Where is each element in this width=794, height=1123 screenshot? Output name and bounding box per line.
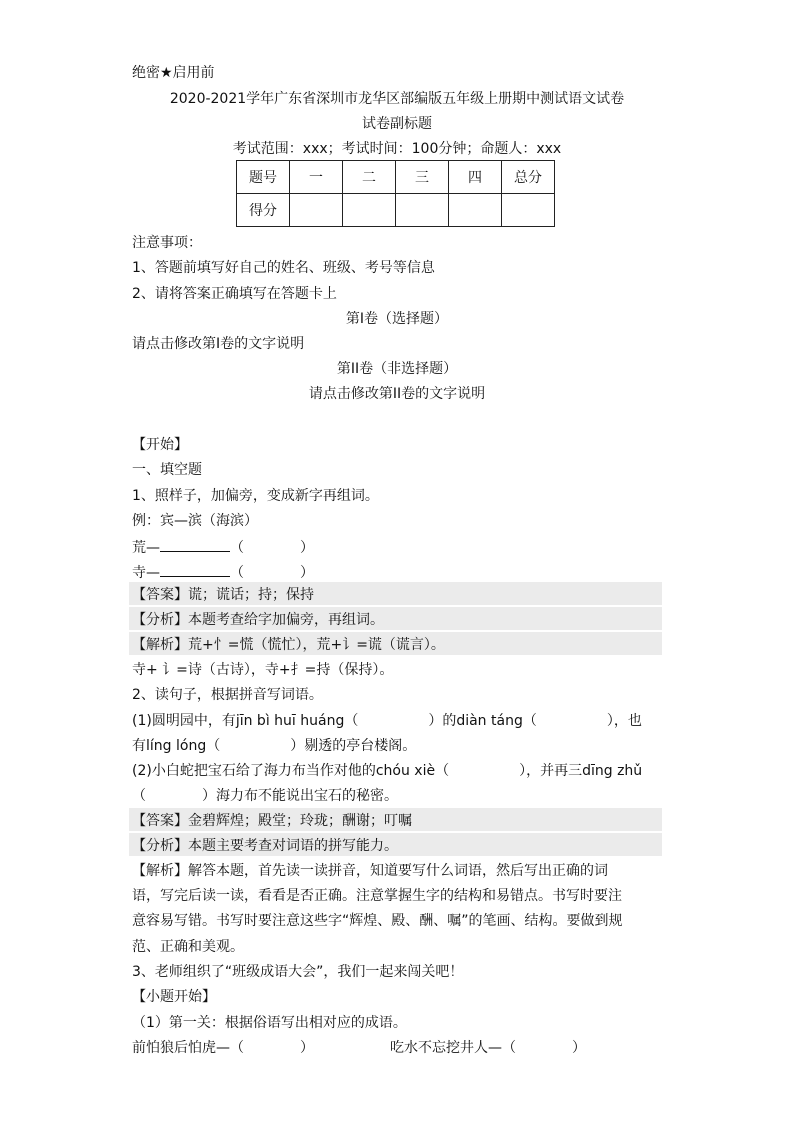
question-3-part1: （1）第一关：根据俗语写出相对应的成语。 [132, 1015, 407, 1031]
answer-blank[interactable] [160, 537, 230, 552]
idiom-item[interactable]: 前怕狼后怕虎—（ ） [132, 1040, 314, 1056]
volume1-title: 第I卷（选择题） [345, 311, 449, 327]
answer-paren[interactable]: （ ） [230, 565, 314, 581]
question-2-line: (1)圆明园中，有jīn bì huī huáng（ ）的diàn táng（ ），也 [132, 713, 642, 729]
note-item: 1、答题前填写好自己的姓名、班级、考号等信息 [132, 260, 435, 276]
question-1-line [132, 537, 314, 557]
page-title: 2020-2021学年广东省深圳市龙华区部编版五年级上册期中测试语文试卷 [169, 91, 625, 107]
question-3-title: 3、老师组织了“班级成语大会”，我们一起来闯关吧！ [132, 964, 464, 980]
score-header-cell: 题号 [237, 161, 290, 194]
explain-line: 语，写完后读一读，看看是否正确。注意掌握生字的结构和易错点。书写时要注 [132, 888, 622, 904]
question-2-line: (2)小白蛇把宝石给了海力布当作对他的chóu xiè（ ），并再三dīng zhǔ [132, 763, 643, 779]
score-header-cell: 一 [290, 161, 343, 194]
question-1-example: 例：宾—滨（海滨） [132, 513, 258, 529]
blank-prefix: 荒— [132, 540, 160, 556]
score-input-cell[interactable] [343, 194, 396, 227]
analysis-line: 【分析】本题考查给字加偏旁，再组词。 [132, 612, 384, 628]
exam-info: 考试范围：xxx；考试时间：100分钟；命题人：xxx [232, 141, 562, 157]
score-header-cell: 四 [449, 161, 502, 194]
answer-line: 【答案】金碧辉煌；殿堂；玲珑；酬谢；叮嘱 [132, 813, 412, 829]
analysis-line: 【分析】本题主要考查对词语的拼写能力。 [132, 838, 398, 854]
question-2-line: （ ）海力布不能说出宝石的秘密。 [132, 788, 398, 804]
secret-label: 绝密★启用前 [132, 65, 215, 81]
explain-line: 寺+ 讠=诗（古诗），寺+扌=持（保持）。 [132, 662, 394, 678]
score-input-cell[interactable] [449, 194, 502, 227]
volume1-desc[interactable]: 请点击修改第I卷的文字说明 [132, 336, 305, 352]
score-row-label: 得分 [237, 194, 290, 227]
score-input-cell[interactable] [290, 194, 343, 227]
blank-prefix: 寺— [132, 565, 160, 581]
question-2-title: 2、读句子，根据拼音写词语。 [132, 687, 323, 703]
explain-line: 【解析】解答本题，首先读一读拼音，知道要写什么词语，然后写出正确的词 [132, 863, 608, 879]
score-header-cell: 二 [343, 161, 396, 194]
answer-line: 【答案】谎；谎话；持；保持 [132, 587, 314, 603]
volume2-title: 第II卷（非选择题） [336, 361, 458, 377]
score-input-cell[interactable] [396, 194, 449, 227]
question-2-line: 有líng lóng（ ）剔透的亭台楼阁。 [132, 738, 417, 754]
section-title: 一、填空题 [132, 462, 202, 478]
answer-paren[interactable]: （ ） [230, 540, 314, 556]
notes-title: 注意事项： [132, 235, 202, 251]
page-subtitle: 试卷副标题 [362, 116, 432, 132]
score-header-cell: 总分 [502, 161, 555, 194]
subquestion-start: 【小题开始】 [132, 989, 216, 1005]
score-header-cell: 三 [396, 161, 449, 194]
idiom-item[interactable]: 吃水不忘挖井人—（ ） [390, 1040, 586, 1056]
score-table-score-row [237, 194, 555, 227]
note-item: 2、请将答案正确填写在答题卡上 [132, 286, 337, 302]
question-1-title: 1、照样子，加偏旁，变成新字再组词。 [132, 488, 379, 504]
score-table [236, 160, 555, 227]
start-marker: 【开始】 [132, 437, 188, 453]
question-1-line [132, 562, 314, 582]
explain-line: 意容易写错。书写时要注意这些字“辉煌、殿、酬、嘱”的笔画、结构。要做到规 [132, 913, 623, 929]
answer-blank[interactable] [160, 562, 230, 577]
explain-line: 【解析】荒+忄=慌（慌忙），荒+讠=谎（谎言）。 [132, 637, 445, 653]
volume2-desc[interactable]: 请点击修改第II卷的文字说明 [308, 386, 486, 402]
explain-line: 范、正确和美观。 [132, 939, 244, 955]
score-input-cell[interactable] [502, 194, 555, 227]
score-table-header-row [237, 161, 555, 194]
